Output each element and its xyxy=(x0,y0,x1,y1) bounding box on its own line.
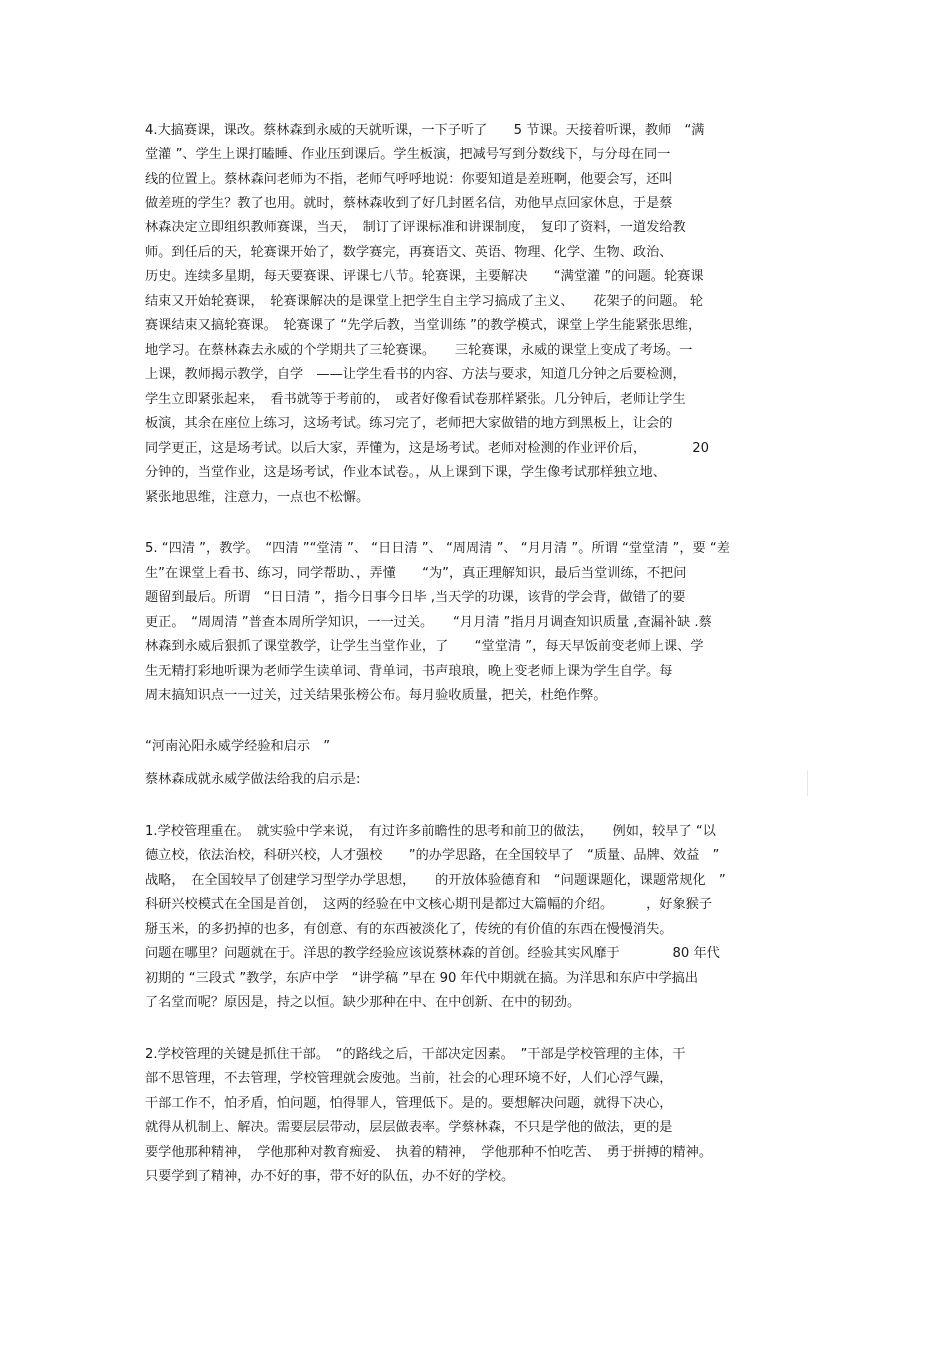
text-line: 上课，教师揭示教学，自学 ——让学生看书的内容、方法与要求，知道几分钟之后要检测， xyxy=(145,367,686,382)
intro-line: 蔡林森成就永威学做法给我的启示是: xyxy=(145,772,361,787)
text-line: 学生立即紧张起来， 看书就等于考前的， 或者好像看试卷那样紧张。几分钟后，老师让学生 xyxy=(145,392,686,407)
text-line: 做差班的学生？教了也用。就时，蔡林森收到了好几封匿名信，劝他早点回家休息，于是蔡 xyxy=(145,196,673,211)
text-line: 分钟的，当堂作业，这是场考试，作业本试卷。，从上课到下课，学生像考试那样独立地、 xyxy=(145,465,666,480)
text-line: 赛课结束又搞轮赛课。 轮赛课了 “先学后教，当堂训练 ”的教学模式，课堂上学生能紧张思维， xyxy=(145,318,702,333)
text-line: 紧张地思维，注意力，一点也不松懈。 xyxy=(145,490,370,505)
text-line: 生”在课堂上看书、练习，同学帮助、，弄懂 “为”，真正理解知识，最后当堂训练，不把问 xyxy=(145,566,687,581)
text-line: 初期的 “三段式 ”教学，东庐中学 “讲学稿 ”早在 90 年代中期就在搞。为洋思和东庐中学搞出 xyxy=(145,971,699,986)
text-line: 地学习。在蔡林森去永威的个学期共了三轮赛课。 三轮赛课，永威的课堂上变成了考场。一 xyxy=(145,343,693,358)
text-line: 科研兴校模式在全国是首创， 这两的经验在中文核心期刊是都过大篇幅的介绍。 ，好象猴子 xyxy=(145,897,713,912)
text-line: 要学他那种精神， 学他那种对教育痴爱、 执着的精神， 学他那种不怕吃苦、 勇于拼搏的精神。 xyxy=(145,1145,713,1160)
text-line: 德立校，依法治校，科研兴校，人才强校 ”的办学思路，在全国较早了 “质量、品牌、效益 ” xyxy=(145,848,720,863)
text-line: 就得从机制上、解决。需要层层带动，层层做表率。学蔡林森，不只是学他的做法，更的是 xyxy=(145,1120,673,1135)
text-line: 部不思管理，不去管理，学校管理就会废弛。当前，社会的心理环境不好，人们心浮气躁， xyxy=(145,1071,673,1086)
text-line: 林森到永威后狠抓了课堂教学，让学生当堂作业，了 “堂堂清 ”，每天早饭前变老师上课、学 xyxy=(145,639,704,654)
text-line: 堂灌 ”、学生上课打瞌睡、作业压到课后。学生板演，把减号写到分数线下，与分母在同一 xyxy=(145,147,671,162)
margin-divider xyxy=(807,770,808,796)
text-line: 更正。 “周周清 ”普查本周所学知识，一一过关。 “月月清 ”指月月调查知识质量 ,查漏补缺 .蔡 xyxy=(145,615,712,630)
text-line: 问题在哪里？问题就在于。洋思的教学经验应该说蔡林森的首创。经验其实风靡于 80 年代 xyxy=(145,946,720,961)
text-line: 2.学校管理的关键是抓住干部。 “的路线之后，干部决定因素。 ”干部是学校管理的主体，干 xyxy=(145,1047,686,1062)
text-line: 林森决定立即组织教师赛课，当天， 制订了评课标准和讲课制度， 复印了资料，一道发给教 xyxy=(145,220,686,235)
text-line: 1.学校管理重在。 就实验中学来说， 有过许多前瞻性的思考和前卫的做法， 例如，较早了 “以 xyxy=(145,824,716,839)
text-line: 只要学到了精神，办不好的事，带不好的队伍，办不好的学校。 xyxy=(145,1169,515,1184)
text-line: 师。到任后的天，轮赛课开始了，数学赛完，再赛语文、英语、物理、化学、生物、政治、 xyxy=(145,245,673,260)
text-line: 同学更正，这是场考试。以后大家，弄懂为，这是场考试。老师对检测的作业评价后， 20 xyxy=(145,441,710,456)
section-title: “河南沁阳永威学经验和启示 ” xyxy=(145,739,331,754)
text-line: 4.大搞赛课，课改。蔡林森到永威的天就听课，一下子听了 5 节课。天接着听课，教师 “满 xyxy=(145,123,705,138)
text-line: 掰玉米，的多扔掉的也多，有创意、有的东西被淡化了，传统的有价值的东西在慢慢消失。 xyxy=(145,922,673,937)
text-line: 战略， 在全国较早了创建学习型学办学思想， 的开放体验德育和 “问题课题化，课题常规化 ” xyxy=(145,873,726,888)
text-line: 周末搞知识点一一过关，过关结果张榜公布。每月验收质量，把关，杜绝作弊。 xyxy=(145,688,607,703)
text-line: 历史。连续多星期，每天要赛课、评课七八节。轮赛课，主要解决 “满堂灌 ”的问题。轮赛课 xyxy=(145,269,704,284)
text-line: 干部工作不，怕矛盾，怕问题，怕得罪人，管理低下。是的。要想解决问题，就得下决心， xyxy=(145,1096,673,1111)
text-line: 结束又开始轮赛课， 轮赛课解决的是课堂上把学生自主学习搞成了主义、 花架子的问题。 轮 xyxy=(145,294,704,309)
text-line: 5. “四清 ”，教学。 “四清 ”“堂清 ”、 “日日清 ”、 “周周清 ”、 “月月清 ”。所谓 “堂堂清 ”，要 “差 xyxy=(145,541,730,556)
text-line: 生无精打彩地听课为老师学生读单词、背单词，书声琅琅，晚上变老师上课为学生自学。每 xyxy=(145,664,673,679)
text-line: 题留到最后。所谓 “日日清 ”，指今日事今日毕 ,当天学的功课，该背的学会背，做错了的要 xyxy=(145,590,686,605)
text-line: 线的位置上。蔡林森问老师为不指，老师气呼呼地说：你要知道是差班啊，他要会写，还叫 xyxy=(145,172,673,187)
text-line: 了名堂而呢？原因是，持之以恒。缺少那种在中、在中创新、在中的韧劲。 xyxy=(145,995,581,1010)
text-line: 板演，其余在座位上练习，这场考试。练习完了，老师把大家做错的地方到黑板上，让会的 xyxy=(145,416,673,431)
